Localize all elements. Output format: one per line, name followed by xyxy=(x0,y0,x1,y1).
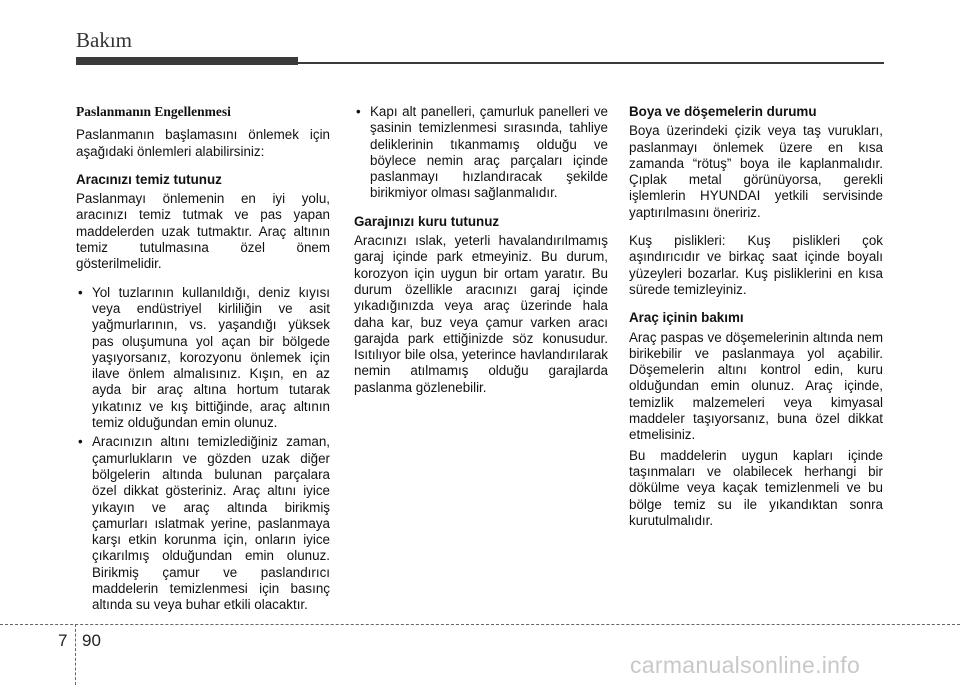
paragraph-garage: Aracınızı ıslak, yeterli havalandırılmamış garaj içinde park etmeyiniz. Bu durum, korozyon için uygun bir ortam yaratır. Bu durum özellikle aracınızı garaj içinde yıkadığınızda veya araç üzerinde hala daha kar, buz veya çamur varken aracı garajda park ettiğinizde söz konusudur. Isıtılıyor bile olsa, yeterince havlandırılarak nemin atılmamış olduğu garajlarda paslanma gözlenebilir. xyxy=(354,233,608,395)
footer-divider xyxy=(0,624,960,625)
column-middle xyxy=(354,104,608,408)
subheading-interior: Araç içinin bakımı xyxy=(629,310,744,326)
bullet-item: • Aracınızın altını temizlediğiniz zaman, çamurlukların ve gözden uzak diğer bölgelerin altında bulunan parçalara özel dikkat gösteriniz. Araç altını iyice yıkayın ve araç altında birikmiş çamurları ıslatmak yerine, paslanmaya karşı etkin korunma için, onların iyice çıkarılmış olduğundan emin olunuz. Birikmiş çamur ve paslandırıcı maddelerin temizlenmesi için basınç altında su veya buhar etkili olacaktır. xyxy=(76,434,330,613)
paragraph-bird-droppings: Kuş pislikleri: Kuş pislikleri çok aşındırıcıdır ve birkaç saat içinde boyalı yüzeyleri bozarlar. Kuş pisliklerini en kısa sürede temizleyiniz. xyxy=(629,233,883,297)
watermark: carmanualsonline.info xyxy=(630,652,861,678)
footer-vertical-divider xyxy=(75,624,76,685)
bullet-list-middle xyxy=(354,104,608,202)
paragraph-interior-cleanup: Bu maddelerin uygun kapları içinde taşınmaları ve olabilecek herhangi bir dökülme veya kaçak temizlenmeli ve bu bölge temiz su ile yıkandıktan sonra kurutulmalıdır. xyxy=(629,447,883,528)
header-rule-thick xyxy=(76,57,298,65)
page-header-title: Bakım xyxy=(76,28,132,52)
page-number: 90 xyxy=(82,631,101,650)
column-left xyxy=(76,104,330,626)
paragraph-interior: Araç paspas ve döşemelerinin altında nem birikebilir ve paslanmaya yol açabilir. Döşemelerin altını kontrol edin, kuru olduğundan emin olunuz. Araç içinde, temizlik malzemeleri veya kimyasal maddeler taşıyorsanız, buna özel dikkat etmelisiniz. xyxy=(629,329,883,443)
paragraph-paint: Boya üzerindeki çizik veya taş vurukları, paslanmayı önlemek üzere en kısa zamanda “rötuş” boya ile kaplanmalıdır. Çıplak metal görünüyorsa, gerekli işlemlerin HYUNDAI yetkili servisinde yaptırılmasını öneririz. xyxy=(629,123,883,220)
section-title: Paslanmanın Engellenmesi xyxy=(76,104,231,119)
subheading-garage: Garajınızı kuru tutunuz xyxy=(354,213,500,229)
subheading-paint: Boya ve döşemelerin durumu xyxy=(629,104,817,119)
subheading-keep-clean: Aracınızı temiz tutunuz xyxy=(76,171,222,187)
header-rule-thin xyxy=(298,62,884,64)
intro-paragraph: Paslanmanın başlamasını önlemek için aşağıdaki önlemleri alabilirsiniz: xyxy=(76,127,330,159)
bullet-list-left xyxy=(76,285,330,614)
paragraph-keep-clean: Paslanmayı önlemenin en iyi yolu, aracınızı temiz tutmak ve pas yapan maddelerden uzak tutmaktır. Araç altının temiz tutulmasına özel önem gösterilmelidir. xyxy=(76,191,330,272)
bullet-item: • Yol tuzlarının kullanıldığı, deniz kıyısı veya endüstriyel kirliliğin ve asit yağmurlarının, vs. yaşandığı yüksek pas oluşumuna yol açan bir bölgede yaşıyorsanız, korozyonu önlemek için ilave önlem almalısınız. Kışın, en az ayda bir araç altına hortum tutarak yıkatınız ve kış bittiğinde, araç altının temiz olduğundan emin olunuz. xyxy=(76,285,330,432)
chapter-number: 7 xyxy=(58,631,68,650)
column-right xyxy=(629,104,883,541)
bullet-item: • Kapı alt panelleri, çamurluk panelleri ve şasinin temizlenmesi sırasında, tahliye deliklerinin tıkanmamış olduğu ve böylece nemin araç parçaları içinde paslanmayı hızlandıracak şekilde birikmiyor olması sağlanmalıdır. xyxy=(354,104,608,202)
